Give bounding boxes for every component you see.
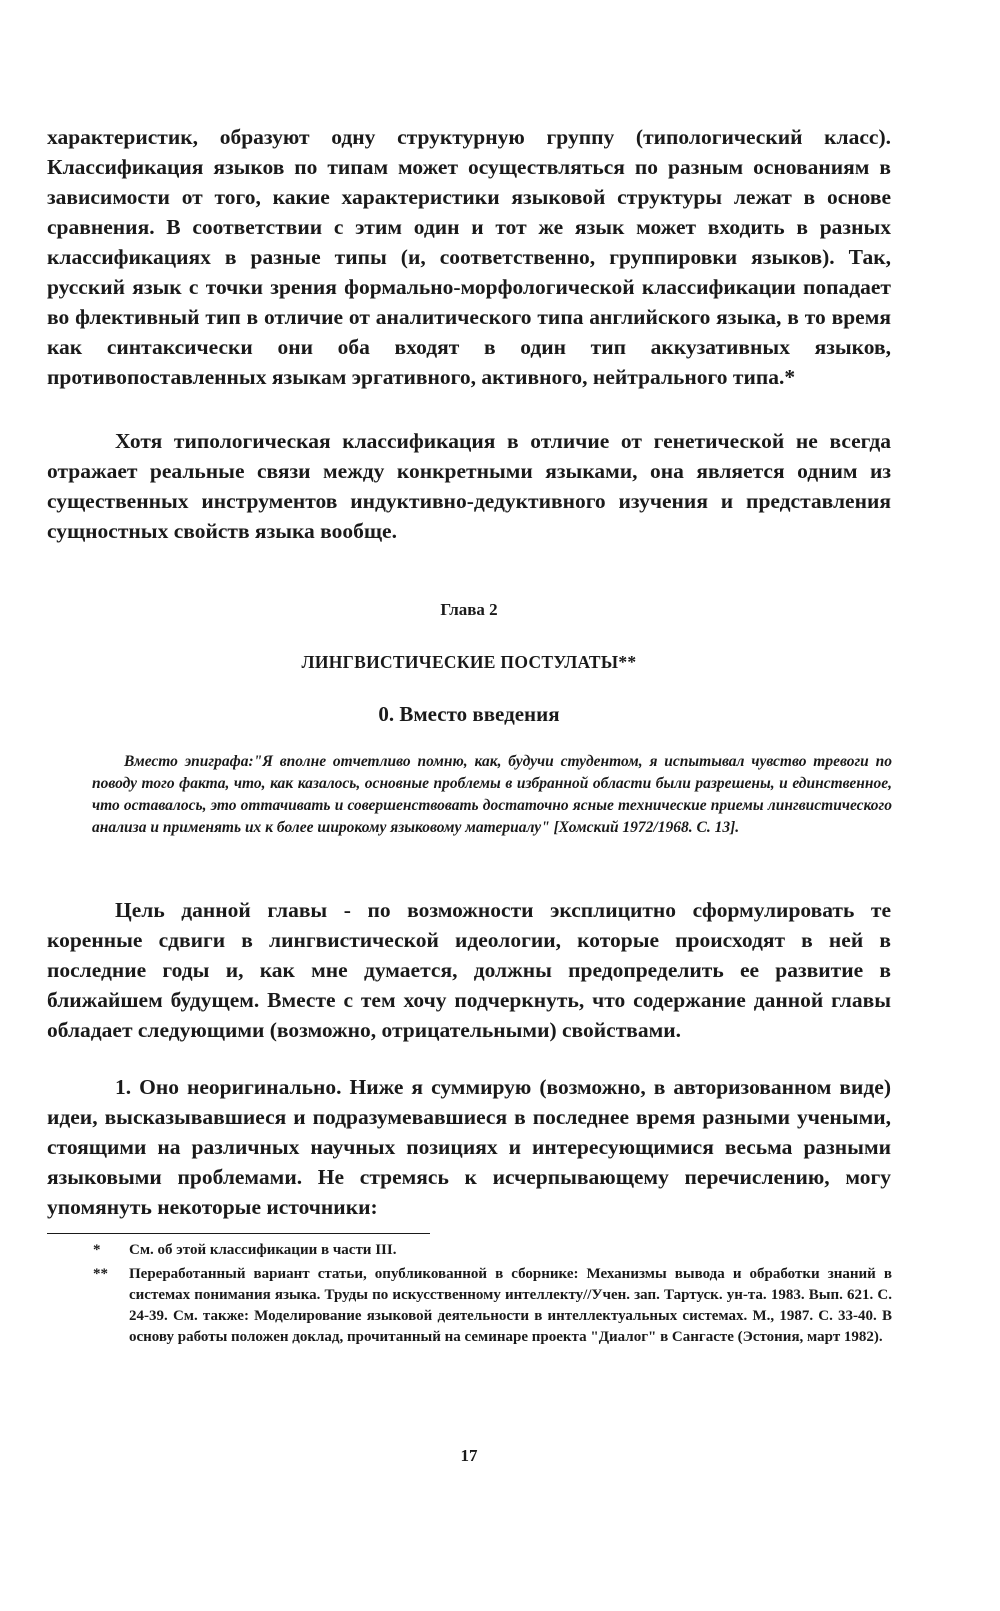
footnote-2 [47, 1264, 892, 1348]
epigraph: Вместо эпиграфа:"Я вполне отчетливо помню, как, будучи студентом, я испытывал чувство тревоги по поводу того факта, что, как казалось, основные проблемы в избранной области были разрешены, и единственное, что оставалось, это оттачивать и совершенствовать достаточно ясные технические приемы лингвистического анализа и применять их к более широкому языковому материалу" [Хомский 1972/1968. С. 13]. [92, 753, 892, 836]
body-paragraph-2 [47, 1072, 891, 1222]
chapter-label: Глава 2 [440, 600, 498, 619]
intro-paragraph-2 [47, 426, 891, 546]
body-paragraph-1 [47, 895, 891, 1045]
footnote-1-mark: * [93, 1242, 101, 1258]
footnote-1 [47, 1240, 892, 1261]
body-paragraph-2-text: 1. Оно неоригинально. Ниже я суммирую (возможно, в авторизованном виде) идеи, высказывавшиеся и подразумевавшиеся в последнее время разными учеными, стоящими на различных научных позициях и интересующимися весьма разными языковыми проблемами. Не стремясь к исчерпывающему перечислению, могу упомянуть некоторые источники: [47, 1075, 891, 1219]
footnote-1-text: См. об этой классификации в части III. [129, 1242, 397, 1258]
footnote-2-mark: ** [93, 1266, 108, 1282]
intro-paragraph-2-text: Хотя типологическая классификация в отличие от генетической не всегда отражает реальные связи между конкретными языками, она является одним из существенных инструментов индуктивно-дедуктивного изучения и представления сущностных свойств языка вообще. [47, 429, 891, 543]
intro-paragraph-1 [47, 122, 891, 392]
chapter-title: ЛИНГВИСТИЧЕСКИЕ ПОСТУЛАТЫ** [301, 652, 637, 672]
page-number: 17 [460, 1446, 478, 1465]
intro-paragraph-1-text: характеристик, образуют одну структурную группу (типологический класс). Классификация языков по типам может осуществляться по разным основаниям в зависимости от того, какие характеристики языковой структуры лежат в основе сравнения. В соответствии с этим один и тот же язык может входить в разных классификациях в разные типы (и, соответственно, группировки языков). Так, русский язык с точки зрения формально-морфологической классификации попадает во флективный тип в отличие от аналитического типа английского языка, в то время как синтаксически они оба входят в один тип аккузативных языков, противопоставленных языкам эргативного, активного, нейтрального типа.* [47, 125, 891, 389]
section-title: 0. Вместо введения [378, 702, 560, 726]
body-paragraph-1-text: Цель данной главы - по возможности эксплицитно сформулировать те коренные сдвиги в лингвистической идеологии, которые происходят в ней в последние годы и, как мне думается, должны предопределить ее развитие в ближайшем будущем. Вместе с тем хочу подчеркнуть, что содержание данной главы обладает следующими (возможно, отрицательными) свойствами. [47, 898, 891, 1042]
footnote-divider [47, 1233, 430, 1234]
footnote-2-text: Переработанный вариант статьи, опубликованной в сборнике: Механизмы вывода и обработки знаний в системах понимания языка. Труды по искусственному интеллекту//Учен. зап. Тартуск. ун-та. 1983. Вып. 621. С. 24-39. См. также: Моделирование языковой деятельности в интеллектуальных системах. М., 1987. С. 33-40. В основу работы положен доклад, прочитанный на семинаре проекта "Диалог" в Сангасте (Эстония, март 1982). [129, 1266, 892, 1345]
